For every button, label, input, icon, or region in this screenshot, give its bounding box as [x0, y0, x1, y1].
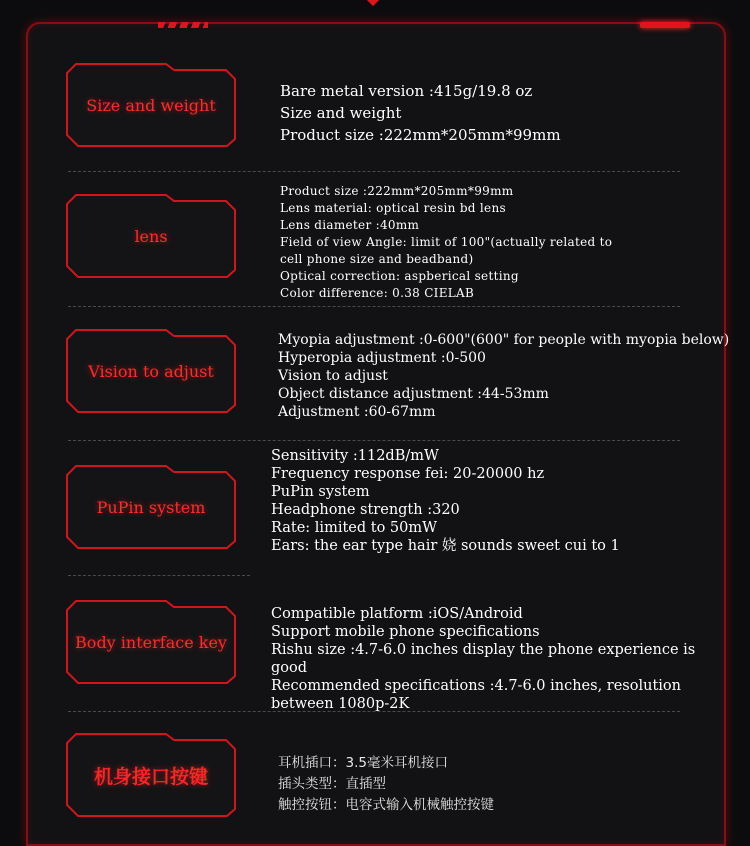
spec-line: Vision to adjust	[278, 368, 388, 384]
section-badge-size-weight	[66, 63, 236, 147]
section-divider	[68, 575, 250, 576]
stripe-accent-decoration	[158, 22, 208, 28]
spec-line: Compatible platform :iOS/Android	[271, 606, 523, 622]
spec-line: between 1080p-2K	[271, 696, 410, 712]
spec-list-body-keys-cn	[278, 753, 494, 816]
spec-line: Field of view Angle: limit of 100"(actually related to	[280, 235, 613, 249]
section-title: lens	[134, 226, 168, 246]
spec-line: Adjustment :60-67mm	[278, 404, 436, 420]
section-divider	[68, 171, 680, 172]
spec-line: Rate: limited to 50mW	[271, 520, 438, 536]
section-badge-lens	[66, 194, 236, 278]
section-title: Vision to adjust	[88, 361, 214, 381]
section-badge-vision	[66, 329, 236, 413]
spec-line: Frequency response fei: 20-20000 hz	[271, 466, 545, 482]
spec-line: Lens material: optical resin bd lens	[280, 201, 506, 215]
spec-line: Recommended specifications :4.7-6.0 inches, resolution	[271, 678, 681, 694]
section-divider	[68, 440, 680, 441]
spec-line: Color difference: 0.38 CIELAB	[280, 286, 475, 300]
spec-line: Ears: the ear type hair 娆 sounds sweet cui to 1	[271, 538, 620, 554]
spec-line: Hyperopia adjustment :0-500	[278, 350, 486, 366]
spec-line: 耳机插口：3.5毫米耳机接口	[278, 755, 448, 771]
section-divider	[68, 306, 680, 307]
section-badge-pupin	[66, 465, 236, 549]
spec-line: Rishu size :4.7-6.0 inches display the phone experience is good	[271, 642, 700, 676]
top-pointer-decoration	[366, 0, 380, 6]
spec-list-pupin	[271, 447, 620, 555]
spec-line: PuPin system	[271, 484, 370, 500]
spec-list-vision	[278, 331, 729, 421]
spec-line: Support mobile phone specifications	[271, 624, 540, 640]
spec-line: Object distance adjustment :44-53mm	[278, 386, 549, 402]
spec-line: Size and weight	[280, 104, 402, 122]
spec-line: Headphone strength :320	[271, 502, 460, 518]
spec-line: Product size :222mm*205mm*99mm	[280, 126, 561, 144]
section-title: Size and weight	[86, 95, 216, 115]
spec-line: cell phone size and beadband)	[280, 252, 474, 266]
section-badge-body-keys-cn	[66, 733, 236, 817]
spec-line: 触控按钮：电容式输入机械触控按键	[278, 797, 494, 813]
section-title: Body interface key	[75, 632, 227, 652]
corner-accent-decoration	[640, 22, 690, 28]
spec-list-lens	[280, 183, 620, 302]
spec-line: Product size :222mm*205mm*99mm	[280, 184, 514, 198]
section-title: PuPin system	[96, 497, 206, 517]
section-title: 机身接口按键	[93, 765, 208, 788]
spec-line: Lens diameter :40mm	[280, 218, 420, 232]
spec-line: Sensitivity :112dB/mW	[271, 448, 439, 464]
spec-line: Bare metal version :415g/19.8 oz	[280, 82, 533, 100]
section-badge-interface	[66, 600, 236, 684]
spec-line: 插头类型：直插型	[278, 776, 386, 792]
spec-line: Optical correction: aspberical setting	[280, 269, 519, 283]
section-divider	[68, 711, 680, 712]
spec-list-interface	[271, 605, 716, 713]
spec-list-size-weight	[280, 80, 561, 146]
spec-line: Myopia adjustment :0-600"(600" for people with myopia below)	[278, 332, 730, 348]
